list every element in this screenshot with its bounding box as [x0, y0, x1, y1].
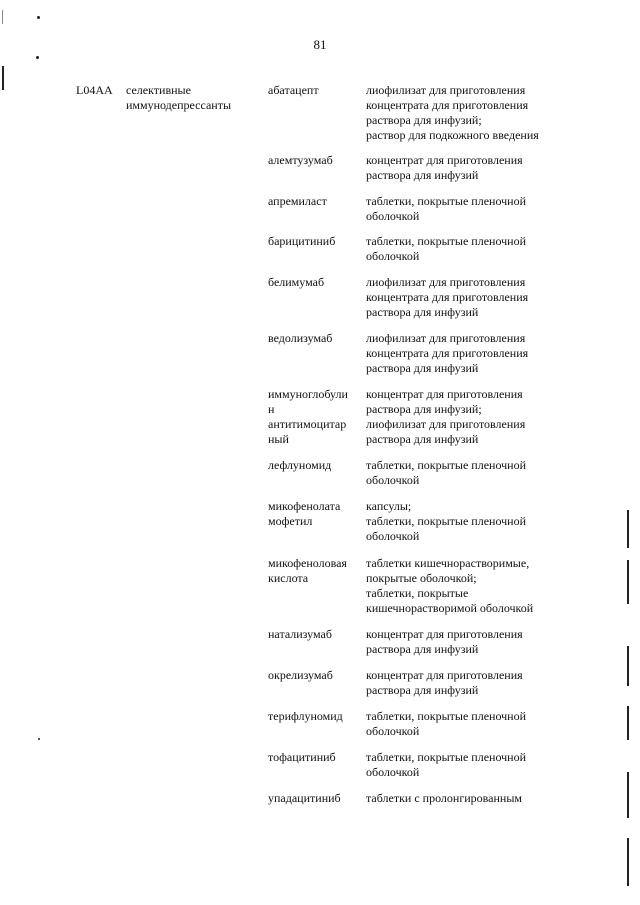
scan-edge-mark	[627, 838, 629, 886]
dosage-form: капсулы; таблетки, покрытые пленочной оболочкой	[366, 499, 527, 543]
scan-speck	[36, 56, 39, 59]
dosage-form: таблетки, покрытые пленочной оболочкой	[366, 750, 527, 779]
page-number: 81	[313, 37, 327, 52]
dosage-form: таблетки, покрытые пленочной оболочкой	[366, 234, 527, 263]
drug-name: микофенолата мофетил	[268, 499, 341, 528]
drug-name: окрелизумаб	[268, 668, 333, 682]
drug-name: тофацитиниб	[268, 750, 336, 764]
scan-edge-mark	[627, 560, 629, 604]
drug-name: иммуноглобули н антитимоцитар ный	[268, 387, 348, 446]
dosage-form: концентрат для приготовления раствора для инфузий; лиофилизат для приготовления раствора для инфузий	[366, 387, 526, 446]
scan-edge-mark	[627, 646, 629, 686]
atc-code: L04AA	[76, 83, 113, 97]
dosage-form: концентрат для приготовления раствора для инфузий	[366, 627, 523, 656]
dosage-form: таблетки, покрытые пленочной оболочкой	[366, 458, 527, 487]
scan-edge-mark	[627, 510, 629, 548]
scan-speck	[38, 738, 40, 740]
drug-name: апремиласт	[268, 194, 327, 208]
dosage-form: концентрат для приготовления раствора для инфузий	[366, 668, 523, 697]
scan-edge-mark	[627, 772, 629, 818]
drug-name: алемтузумаб	[268, 153, 333, 167]
drug-name: барицитиниб	[268, 234, 336, 248]
dosage-form: лиофилизат для приготовления концентрата для приготовления раствора для инфузий; раствор для подкожного введения	[366, 83, 539, 142]
drug-name: натализумаб	[268, 627, 332, 641]
dosage-form: лиофилизат для приготовления концентрата для приготовления раствора для инфузий	[366, 331, 529, 375]
scan-edge-mark	[627, 706, 629, 740]
drug-name: микофеноловая кислота	[268, 556, 347, 585]
drug-name: белимумаб	[268, 275, 325, 289]
dosage-form: таблетки с пролонгированным	[366, 791, 523, 805]
dosage-form: таблетки, покрытые пленочной оболочкой	[366, 709, 527, 738]
scan-speck	[37, 16, 40, 19]
drug-name: терифлуномид	[268, 709, 343, 723]
drug-group: селективные иммунодепрессанты	[126, 83, 232, 112]
drug-name: ведолизумаб	[268, 331, 333, 345]
dosage-form: таблетки кишечнорастворимые, покрытые оболочкой; таблетки, покрытые кишечнорастворимой оболочкой	[366, 556, 534, 615]
dosage-form: концентрат для приготовления раствора для инфузий	[366, 153, 523, 182]
drug-name: абатацепт	[268, 83, 319, 97]
drug-name: упадацитиниб	[268, 791, 341, 805]
dosage-form: таблетки, покрытые пленочной оболочкой	[366, 194, 527, 223]
drug-name: лефлуномид	[268, 458, 332, 472]
dosage-form: лиофилизат для приготовления концентрата для приготовления раствора для инфузий	[366, 275, 529, 319]
scan-edge-mark	[2, 10, 3, 24]
scan-edge-mark	[2, 66, 4, 90]
